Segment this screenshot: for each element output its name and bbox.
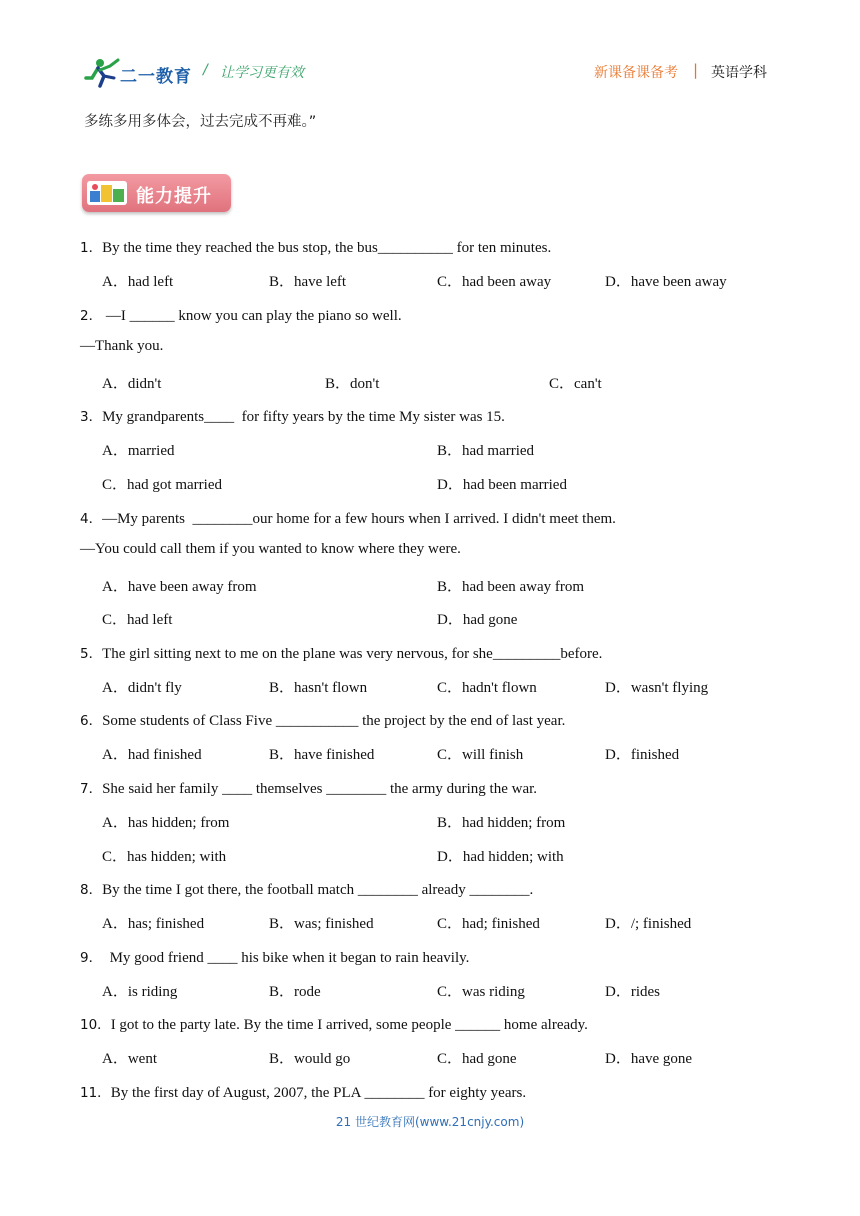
option-c: C．had left bbox=[102, 612, 173, 628]
question-8 bbox=[80, 878, 533, 899]
question-text: My grandparents bbox=[102, 409, 205, 425]
question-number: 9． bbox=[80, 950, 103, 966]
answer-blank: ___________ bbox=[275, 713, 359, 729]
question-number: 5． bbox=[80, 646, 103, 662]
logo-text: 二一教育 bbox=[120, 67, 192, 87]
option-c: C．had been away bbox=[437, 274, 552, 290]
question-6 bbox=[80, 709, 565, 730]
question-text: for fifty years by the time My sister was 15. bbox=[234, 409, 505, 425]
option-c: C．can't bbox=[549, 376, 602, 392]
question-4 bbox=[80, 507, 616, 528]
option-a: A．is riding bbox=[102, 984, 178, 1000]
answer-blank: ____ bbox=[204, 409, 235, 425]
question-number: 4． bbox=[80, 511, 103, 527]
option-b: B．would go bbox=[269, 1051, 351, 1067]
question-number: 6． bbox=[80, 713, 103, 729]
option-b: B．don't bbox=[325, 376, 380, 392]
option-b: B．had hidden; from bbox=[437, 815, 566, 831]
question-text: She said her family bbox=[102, 781, 223, 797]
question-text: The girl sitting next to me on the plane was very nervous, for she bbox=[102, 646, 493, 662]
option-d: D．rides bbox=[605, 984, 660, 1000]
option-d: D．had gone bbox=[437, 612, 518, 628]
question-number: 2． bbox=[80, 308, 103, 324]
question-text: themselves bbox=[252, 781, 327, 797]
option-a: A．married bbox=[102, 443, 175, 459]
header-subject-label: 英语学科 bbox=[711, 65, 767, 81]
answer-blank: ____ bbox=[207, 950, 238, 966]
question-text: his bike when it began to rain heavily. bbox=[237, 950, 470, 966]
question-text: for ten minutes. bbox=[452, 240, 552, 256]
answer-blank: ________ bbox=[326, 781, 387, 797]
option-a: A．has; finished bbox=[102, 916, 205, 932]
option-d: D．/; finished bbox=[605, 916, 692, 932]
page-header bbox=[0, 0, 860, 100]
question-1 bbox=[80, 236, 551, 257]
blocks-icon bbox=[87, 181, 127, 205]
question-3 bbox=[80, 405, 505, 426]
logo bbox=[84, 56, 194, 90]
question-text: By the time I got there, the football match bbox=[102, 882, 358, 898]
answer-blank: _________ bbox=[492, 646, 561, 662]
dialogue-reply: —You could call them if you wanted to know where they were. bbox=[80, 541, 461, 557]
question-text: By the first day of August, 2007, the PLA bbox=[110, 1085, 365, 1101]
question-text: Some students of Class Five bbox=[102, 713, 276, 729]
slogan-divider: / bbox=[203, 62, 208, 78]
question-text: the army during the war. bbox=[386, 781, 538, 797]
option-c: C．had; finished bbox=[437, 916, 540, 932]
question-9 bbox=[80, 946, 469, 967]
question-2 bbox=[80, 304, 402, 325]
question-text: know you can play the piano so well. bbox=[174, 308, 402, 324]
answer-blank: __________ bbox=[377, 240, 453, 256]
option-d: D．finished bbox=[605, 747, 680, 763]
answer-blank: ________ bbox=[192, 511, 253, 527]
option-d: D．have gone bbox=[605, 1051, 693, 1067]
question-text: our home for a few hours when I arrived. I didn't meet them. bbox=[252, 511, 616, 527]
section-banner bbox=[82, 174, 231, 212]
header-course-label: 新课备课备考 bbox=[594, 65, 678, 81]
option-a: A．has hidden; from bbox=[102, 815, 230, 831]
question-number: 10． bbox=[80, 1017, 111, 1033]
question-10 bbox=[80, 1013, 588, 1034]
option-c: C．had gone bbox=[437, 1051, 517, 1067]
answer-blank: ________ bbox=[364, 1085, 425, 1101]
option-c: C．had got married bbox=[102, 477, 222, 493]
option-b: B．was; finished bbox=[269, 916, 374, 932]
answer-blank: ______ bbox=[455, 1017, 501, 1033]
question-text: By the time they reached the bus stop, the bus bbox=[102, 240, 378, 256]
question-7 bbox=[80, 777, 537, 798]
question-number: 3． bbox=[80, 409, 103, 425]
question-text: . bbox=[529, 882, 534, 898]
option-b: B．have finished bbox=[269, 747, 375, 763]
option-b: B．rode bbox=[269, 984, 321, 1000]
option-b: B．have left bbox=[269, 274, 347, 290]
page-footer[interactable]: 21 世纪教育网(www.21cnjy.com) bbox=[335, 1115, 525, 1129]
question-text: My good friend bbox=[102, 950, 208, 966]
question-number: 8． bbox=[80, 882, 103, 898]
option-a: A．didn't bbox=[102, 376, 162, 392]
question-number: 7． bbox=[80, 781, 103, 797]
option-c: C．has hidden; with bbox=[102, 849, 227, 865]
option-b: B．hasn't flown bbox=[269, 680, 368, 696]
option-c: C．will finish bbox=[437, 747, 524, 763]
header-separator: | bbox=[693, 61, 699, 79]
answer-blank: ________ bbox=[469, 882, 530, 898]
answer-blank: ____ bbox=[222, 781, 253, 797]
option-a: A．have been away from bbox=[102, 579, 257, 595]
runner-logo-icon bbox=[84, 56, 124, 90]
option-b: B．had been away from bbox=[437, 579, 585, 595]
option-b: B．had married bbox=[437, 443, 535, 459]
question-text: already bbox=[417, 882, 470, 898]
option-a: A．had finished bbox=[102, 747, 202, 763]
dialogue-reply: —Thank you. bbox=[80, 338, 164, 354]
option-a: A．went bbox=[102, 1051, 157, 1067]
question-text: —My parents bbox=[102, 511, 193, 527]
section-title: 能力提升 bbox=[136, 186, 212, 207]
option-d: D．had been married bbox=[437, 477, 567, 493]
option-a: A．didn't fly bbox=[102, 680, 182, 696]
option-c: C．was riding bbox=[437, 984, 525, 1000]
question-text: for eighty years. bbox=[424, 1085, 527, 1101]
answer-blank: ________ bbox=[357, 882, 418, 898]
option-d: D．wasn't flying bbox=[605, 680, 709, 696]
slogan: 让学习更有效 bbox=[220, 65, 304, 81]
answer-blank: ______ bbox=[129, 308, 175, 324]
question-text: —I bbox=[102, 308, 130, 324]
question-text: home already. bbox=[500, 1017, 588, 1033]
question-text: the project by the end of last year. bbox=[358, 713, 566, 729]
question-text: before. bbox=[560, 646, 603, 662]
question-number: 11． bbox=[80, 1085, 111, 1101]
option-a: A．had left bbox=[102, 274, 174, 290]
intro-line: 多练多用多体会，过去完成不再难。” bbox=[84, 114, 317, 130]
question-11 bbox=[80, 1081, 526, 1102]
question-text: I got to the party late. By the time I arrived, some people bbox=[110, 1017, 456, 1033]
option-c: C．hadn't flown bbox=[437, 680, 537, 696]
question-5 bbox=[80, 642, 602, 663]
question-number: 1． bbox=[80, 240, 103, 256]
option-d: D．had hidden; with bbox=[437, 849, 564, 865]
option-d: D．have been away bbox=[605, 274, 727, 290]
